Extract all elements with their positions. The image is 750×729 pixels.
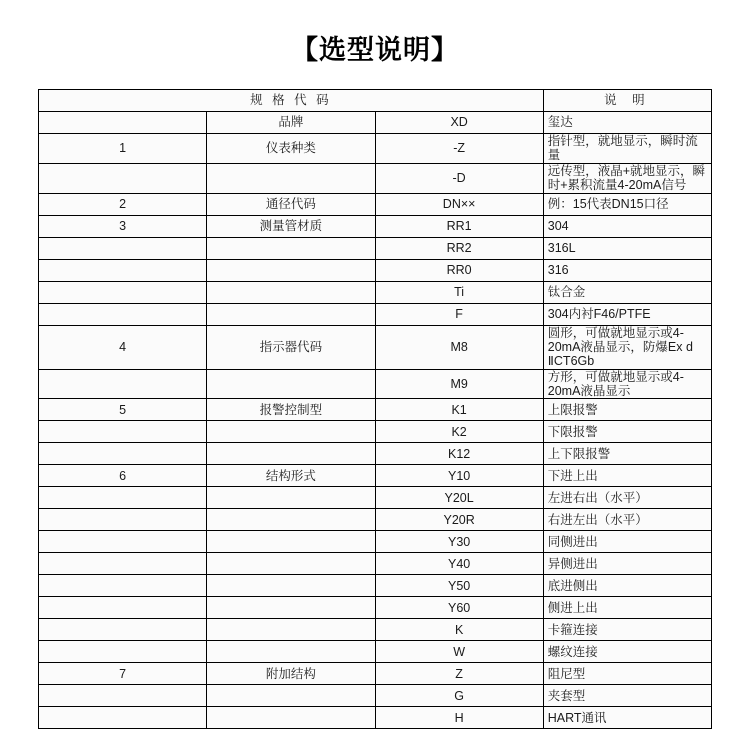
row-code: RR1 — [375, 215, 543, 237]
row-description: 玺达 — [543, 112, 711, 134]
table-row — [39, 281, 712, 303]
row-index — [39, 641, 207, 663]
row-category: 指示器代码 — [207, 325, 375, 369]
table-row — [39, 325, 712, 369]
table-row — [39, 259, 712, 281]
row-index — [39, 369, 207, 399]
row-code: -Z — [375, 134, 543, 164]
table-body — [39, 90, 712, 729]
table-row — [39, 509, 712, 531]
row-code: Ti — [375, 281, 543, 303]
row-code: Y60 — [375, 597, 543, 619]
row-code: F — [375, 303, 543, 325]
row-description: 卡箍连接 — [543, 619, 711, 641]
row-code: Y40 — [375, 553, 543, 575]
row-index — [39, 509, 207, 531]
row-code: XD — [375, 112, 543, 134]
row-category — [207, 237, 375, 259]
row-code: H — [375, 707, 543, 729]
row-category — [207, 685, 375, 707]
row-code: RR0 — [375, 259, 543, 281]
row-description: 316 — [543, 259, 711, 281]
row-description: 下限报警 — [543, 421, 711, 443]
row-index: 3 — [39, 215, 207, 237]
row-index: 5 — [39, 399, 207, 421]
row-category — [207, 421, 375, 443]
table-row — [39, 163, 712, 193]
row-code: DN×× — [375, 193, 543, 215]
row-index — [39, 112, 207, 134]
row-category: 仪表种类 — [207, 134, 375, 164]
row-index — [39, 597, 207, 619]
header-description: 说 明 — [543, 90, 711, 112]
table-row — [39, 134, 712, 164]
row-index — [39, 303, 207, 325]
table-row — [39, 575, 712, 597]
table-row — [39, 641, 712, 663]
table-row — [39, 487, 712, 509]
table-row — [39, 303, 712, 325]
row-code: Y30 — [375, 531, 543, 553]
row-index — [39, 259, 207, 281]
table-row — [39, 112, 712, 134]
row-description: 上限报警 — [543, 399, 711, 421]
table-row — [39, 531, 712, 553]
row-category — [207, 707, 375, 729]
row-code: Y50 — [375, 575, 543, 597]
row-category — [207, 303, 375, 325]
row-description: 右进左出（水平） — [543, 509, 711, 531]
table-row — [39, 553, 712, 575]
row-description: 夹套型 — [543, 685, 711, 707]
row-code: M8 — [375, 325, 543, 369]
row-category — [207, 259, 375, 281]
row-description: 底进侧出 — [543, 575, 711, 597]
row-code: K1 — [375, 399, 543, 421]
row-category — [207, 443, 375, 465]
row-index — [39, 575, 207, 597]
row-description: 304内衬F46/PTFE — [543, 303, 711, 325]
row-description: 下进上出 — [543, 465, 711, 487]
row-code: K2 — [375, 421, 543, 443]
row-code: M9 — [375, 369, 543, 399]
selection-spec-table — [38, 89, 712, 729]
row-index: 2 — [39, 193, 207, 215]
row-category: 附加结构 — [207, 663, 375, 685]
row-description: 上下限报警 — [543, 443, 711, 465]
row-category — [207, 619, 375, 641]
row-category — [207, 281, 375, 303]
page-title: 【选型说明】 — [291, 35, 459, 65]
row-category — [207, 531, 375, 553]
row-category — [207, 641, 375, 663]
row-code: G — [375, 685, 543, 707]
row-index — [39, 237, 207, 259]
row-category — [207, 575, 375, 597]
header-spec-code: 规 格 代 码 — [39, 90, 544, 112]
table-row — [39, 443, 712, 465]
row-category: 结构形式 — [207, 465, 375, 487]
row-category — [207, 553, 375, 575]
row-description: 钛合金 — [543, 281, 711, 303]
table-row — [39, 369, 712, 399]
row-category: 测量管材质 — [207, 215, 375, 237]
row-index — [39, 443, 207, 465]
row-code: Z — [375, 663, 543, 685]
row-description: 方形，可做就地显示或4-20mA液晶显示 — [543, 369, 711, 399]
row-index — [39, 163, 207, 193]
row-description: 异侧进出 — [543, 553, 711, 575]
row-code: Y10 — [375, 465, 543, 487]
row-code: Y20R — [375, 509, 543, 531]
spec-table-container — [0, 89, 750, 729]
row-index — [39, 707, 207, 729]
row-description: HART通讯 — [543, 707, 711, 729]
table-row — [39, 685, 712, 707]
row-index — [39, 553, 207, 575]
table-row — [39, 707, 712, 729]
row-description: 阻尼型 — [543, 663, 711, 685]
row-description: 例：15代表DN15口径 — [543, 193, 711, 215]
row-category: 报警控制型 — [207, 399, 375, 421]
row-code: -D — [375, 163, 543, 193]
row-description: 侧进上出 — [543, 597, 711, 619]
row-description: 316L — [543, 237, 711, 259]
table-row — [39, 421, 712, 443]
row-index — [39, 619, 207, 641]
row-description: 同侧进出 — [543, 531, 711, 553]
row-index — [39, 531, 207, 553]
row-category — [207, 369, 375, 399]
row-index: 1 — [39, 134, 207, 164]
row-code: RR2 — [375, 237, 543, 259]
row-code: W — [375, 641, 543, 663]
row-description: 螺纹连接 — [543, 641, 711, 663]
row-code: Y20L — [375, 487, 543, 509]
row-index: 6 — [39, 465, 207, 487]
row-code: K12 — [375, 443, 543, 465]
row-category — [207, 163, 375, 193]
table-row — [39, 465, 712, 487]
table-row — [39, 597, 712, 619]
row-description: 304 — [543, 215, 711, 237]
row-index — [39, 421, 207, 443]
row-index: 7 — [39, 663, 207, 685]
row-index: 4 — [39, 325, 207, 369]
row-description: 指针型，就地显示，瞬时流量 — [543, 134, 711, 164]
row-index — [39, 281, 207, 303]
row-description: 左进右出（水平） — [543, 487, 711, 509]
table-row — [39, 237, 712, 259]
table-row — [39, 399, 712, 421]
row-category — [207, 597, 375, 619]
table-row — [39, 193, 712, 215]
table-row — [39, 215, 712, 237]
row-index — [39, 685, 207, 707]
row-category — [207, 487, 375, 509]
table-header-row — [39, 90, 712, 112]
row-code: K — [375, 619, 543, 641]
row-category: 通径代码 — [207, 193, 375, 215]
row-category — [207, 509, 375, 531]
row-description: 远传型，液晶+就地显示，瞬时+累积流量4-20mA信号 — [543, 163, 711, 193]
row-category: 品牌 — [207, 112, 375, 134]
row-index — [39, 487, 207, 509]
row-description: 圆形，可做就地显示或4-20mA液晶显示，防爆Ex d ⅡCT6Gb — [543, 325, 711, 369]
table-row — [39, 619, 712, 641]
